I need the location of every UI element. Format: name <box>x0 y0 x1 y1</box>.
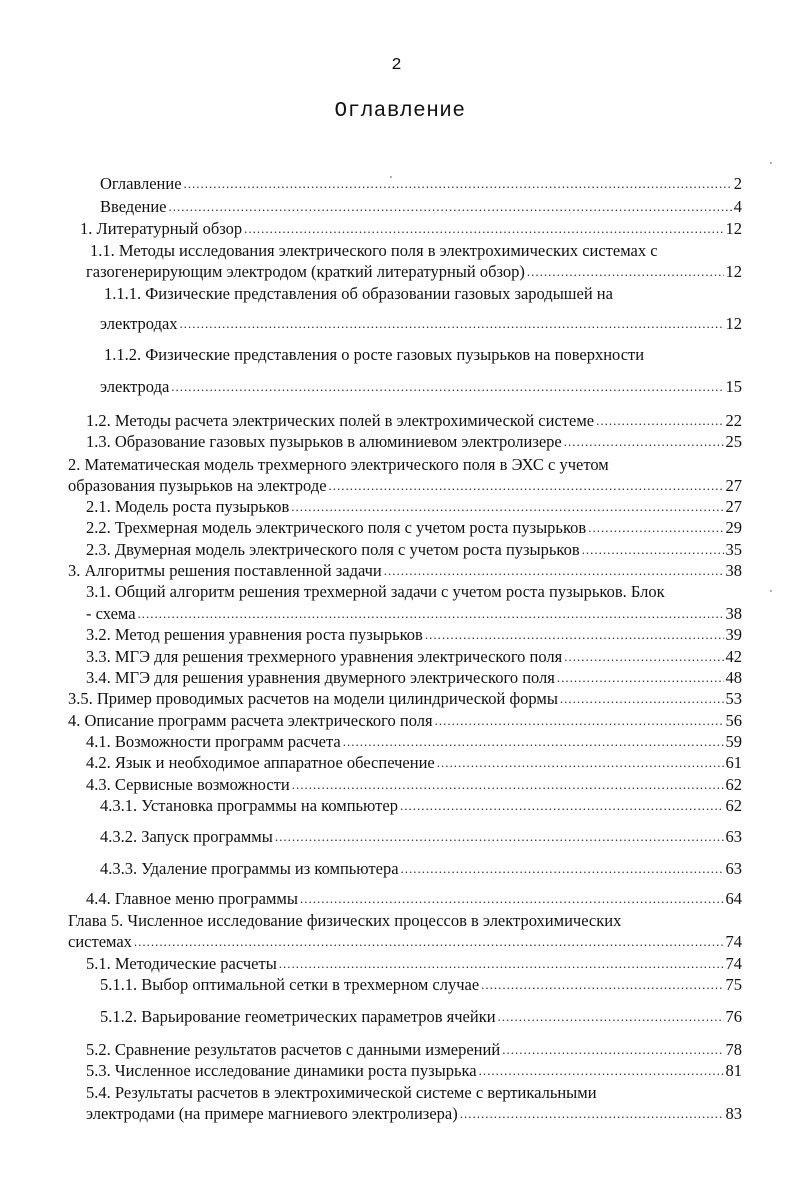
toc-entry <box>100 796 742 816</box>
leader-dots <box>437 753 724 773</box>
toc-entry-page: 38 <box>725 561 742 580</box>
leader-dots <box>384 561 724 581</box>
toc-entry-page: 48 <box>725 668 742 687</box>
leader-dots <box>564 432 724 452</box>
toc-entry-title: 4.3. Сервисные возможности <box>86 775 290 794</box>
toc-entry <box>86 411 742 431</box>
leader-dots <box>564 647 723 667</box>
toc-entry <box>68 689 742 709</box>
toc-entry-title: 4.1. Возможности программ расчета <box>86 732 341 751</box>
toc-entry-title: Глава 5. Численное исследование физических процессов в электрохимических <box>68 911 622 930</box>
toc-entry-page: 76 <box>725 1007 742 1026</box>
toc-entry-title: 4.3.3. Удаление программы из компьютера <box>100 859 399 878</box>
toc-entry-title: 3.3. МГЭ для решения трехмерного уравнения электрического поля <box>86 647 563 666</box>
leader-dots <box>560 689 724 709</box>
leader-dots <box>479 1061 724 1081</box>
toc-entry-page: 42 <box>725 647 742 666</box>
toc-entry <box>86 262 742 282</box>
toc-entry-title: 2.3. Двумерная модель электрического поля с учетом роста пузырьков <box>86 540 580 559</box>
toc-entry <box>100 859 742 879</box>
toc-entry <box>86 497 742 517</box>
toc-entry-title-continued: образования пузырьков на электроде <box>68 476 327 495</box>
toc-entry-title: 2.1. Модель роста пузырьков <box>86 497 290 516</box>
toc-entry-page: 2 <box>733 174 742 193</box>
toc-entry-page: 27 <box>725 476 742 495</box>
toc-entry-page: 62 <box>725 775 742 794</box>
toc-entry <box>100 827 742 847</box>
toc-entry-title-continued: системах <box>68 932 132 951</box>
toc-entry <box>86 518 742 538</box>
toc-entry-title: 5.1.2. Варьирование геометрических параметров ячейки <box>100 1007 496 1026</box>
leader-dots <box>588 518 723 538</box>
toc-entry-page: 56 <box>725 711 742 730</box>
toc-entry-page: 59 <box>725 732 742 751</box>
toc-entry <box>86 604 742 624</box>
toc-entry-page: 15 <box>725 377 742 396</box>
toc-entry-title: 4. Описание программ расчета электрического поля <box>68 711 433 730</box>
toc-entry <box>86 1104 742 1124</box>
toc-entry <box>68 561 742 581</box>
toc-entry-title: 3.5. Пример проводимых расчетов на модели цилиндрической формы <box>68 689 558 708</box>
toc-entry-page: 22 <box>725 411 742 430</box>
toc-entry <box>68 476 742 496</box>
leader-dots <box>279 954 724 974</box>
toc-entry-page: 81 <box>725 1061 742 1080</box>
toc-entry <box>68 932 742 952</box>
leader-dots <box>169 197 732 217</box>
toc-entry-title: 3. Алгоритмы решения поставленной задачи <box>68 561 382 580</box>
toc-entry-page: 38 <box>725 604 742 623</box>
leader-dots <box>557 668 724 688</box>
toc-entry-title: 3.1. Общий алгоритм решения трехмерной задачи с учетом роста пузырьков. Блок <box>86 582 665 601</box>
toc-entry <box>86 668 742 688</box>
leader-dots <box>502 1040 723 1060</box>
toc-entry-page: 12 <box>725 262 742 281</box>
toc-entry-page: 62 <box>725 796 742 815</box>
toc-entry-title-continued: газогенерирующим электродом (краткий литературный обзор) <box>86 262 525 281</box>
leader-dots <box>582 540 724 560</box>
leader-dots <box>291 497 723 517</box>
toc-entry-page: 4 <box>733 197 742 216</box>
toc-entry-title: 1.1.1. Физические представления об образовании газовых зародышей на <box>104 284 613 303</box>
toc-entry-title-continued: - схема <box>86 604 136 623</box>
toc-entry-title: 5.1.1. Выбор оптимальной сетки в трехмерном случае <box>100 975 480 994</box>
toc-entry-title: 1. Литературный обзор <box>80 219 243 238</box>
toc-entry-title: 5.1. Методические расчеты <box>86 954 277 973</box>
leader-dots <box>329 476 724 496</box>
toc-entry-page: 83 <box>725 1104 742 1123</box>
toc-entry-page: 25 <box>725 432 742 451</box>
toc-entry <box>86 753 742 773</box>
leader-dots <box>134 932 724 952</box>
toc-entry <box>86 625 742 645</box>
leader-dots <box>244 219 723 239</box>
toc-entry-page: 78 <box>725 1040 742 1059</box>
toc-entry <box>86 775 742 795</box>
toc-entry <box>68 711 742 731</box>
toc-entry <box>86 1061 742 1081</box>
toc-entry <box>86 732 742 752</box>
toc-entry-title: 4.4. Главное меню программы <box>86 889 298 908</box>
page-number: 2 <box>391 56 402 75</box>
toc-entry <box>86 432 742 452</box>
leader-dots <box>275 827 724 847</box>
leader-dots <box>481 975 723 995</box>
toc-entry-title: 5.3. Численное исследование динамики роста пузырька <box>86 1061 477 1080</box>
toc-entry-page: 64 <box>725 889 742 908</box>
page-title: Оглавление <box>334 100 466 123</box>
toc-entry-page: 27 <box>725 497 742 516</box>
leader-dots <box>425 625 724 645</box>
toc-entry-title: 2. Математическая модель трехмерного электрического поля в ЭХС с учетом <box>68 455 609 474</box>
toc-entry <box>100 377 742 397</box>
toc-entry <box>86 954 742 974</box>
leader-dots <box>180 314 724 334</box>
scan-speck <box>390 176 392 178</box>
toc-entry <box>80 219 742 239</box>
toc-entry-page: 61 <box>725 753 742 772</box>
toc-entry-title-continued: электродах <box>100 314 178 333</box>
toc-entry-title: 1.2. Методы расчета электрических полей в электрохимической системе <box>86 411 595 430</box>
toc-entry-title-continued: электродами (на примере магниевого электролизера) <box>86 1104 458 1123</box>
toc-entry <box>86 540 742 560</box>
leader-dots <box>292 775 724 795</box>
toc-entry-page: 35 <box>725 540 742 559</box>
toc-entry-title: 4.3.1. Установка программы на компьютер <box>100 796 398 815</box>
toc-entry-page: 12 <box>725 314 742 333</box>
toc-entry-title: 1.1. Методы исследования электрического поля в электрохимических системах с <box>90 241 658 260</box>
toc-entry-title: 4.2. Язык и необходимое аппаратное обеспечение <box>86 753 435 772</box>
toc-entry-title: 4.3.2. Запуск программы <box>100 827 273 846</box>
scan-speck <box>770 590 772 592</box>
leader-dots <box>527 262 724 282</box>
leader-dots <box>343 732 724 752</box>
toc-entry-title: Оглавление <box>100 174 182 193</box>
toc-entry <box>100 975 742 995</box>
toc-entry-title: 3.4. МГЭ для решения уравнения двумерного электрического поля <box>86 668 555 687</box>
toc-entry-page: 29 <box>725 518 742 537</box>
scan-speck <box>770 162 772 164</box>
toc-entry-page: 75 <box>725 975 742 994</box>
toc-entry <box>86 889 742 909</box>
leader-dots <box>460 1104 724 1124</box>
toc-entry-page: 39 <box>725 625 742 644</box>
leader-dots <box>400 796 724 816</box>
leader-dots <box>138 604 724 624</box>
toc-entry-title: 2.2. Трехмерная модель электрического поля с учетом роста пузырьков <box>86 518 587 537</box>
toc-entry-page: 74 <box>725 954 742 973</box>
toc-entry-title-continued: электрода <box>100 377 170 396</box>
toc-entry <box>86 647 742 667</box>
toc-entry-title: Введение <box>100 197 167 216</box>
toc-entry <box>100 1007 742 1027</box>
leader-dots <box>498 1007 724 1027</box>
toc-entry-page: 63 <box>725 827 742 846</box>
toc-entry-page: 74 <box>725 932 742 951</box>
toc-entry-title: 3.2. Метод решения уравнения роста пузырьков <box>86 625 423 644</box>
toc-entry <box>100 314 742 334</box>
toc-entry-page: 53 <box>725 689 742 708</box>
leader-dots <box>401 859 724 879</box>
leader-dots <box>171 377 723 397</box>
toc-entry-title: 5.4. Результаты расчетов в электрохимической системе с вертикальными <box>86 1083 597 1102</box>
leader-dots <box>184 174 732 194</box>
leader-dots <box>300 889 724 909</box>
toc-entry-title: 1.3. Образование газовых пузырьков в алюминиевом электролизере <box>86 432 562 451</box>
toc-entry <box>86 1040 742 1060</box>
toc-entry <box>100 197 742 217</box>
leader-dots <box>596 411 723 431</box>
toc-entry <box>100 174 742 194</box>
toc-entry-title: 1.1.2. Физические представления о росте газовых пузырьков на поверхности <box>104 345 645 364</box>
toc-entry-page: 12 <box>725 219 742 238</box>
toc-entry-title: 5.2. Сравнение результатов расчетов с данными измерений <box>86 1040 501 1059</box>
toc-entry-page: 63 <box>725 859 742 878</box>
leader-dots <box>435 711 724 731</box>
